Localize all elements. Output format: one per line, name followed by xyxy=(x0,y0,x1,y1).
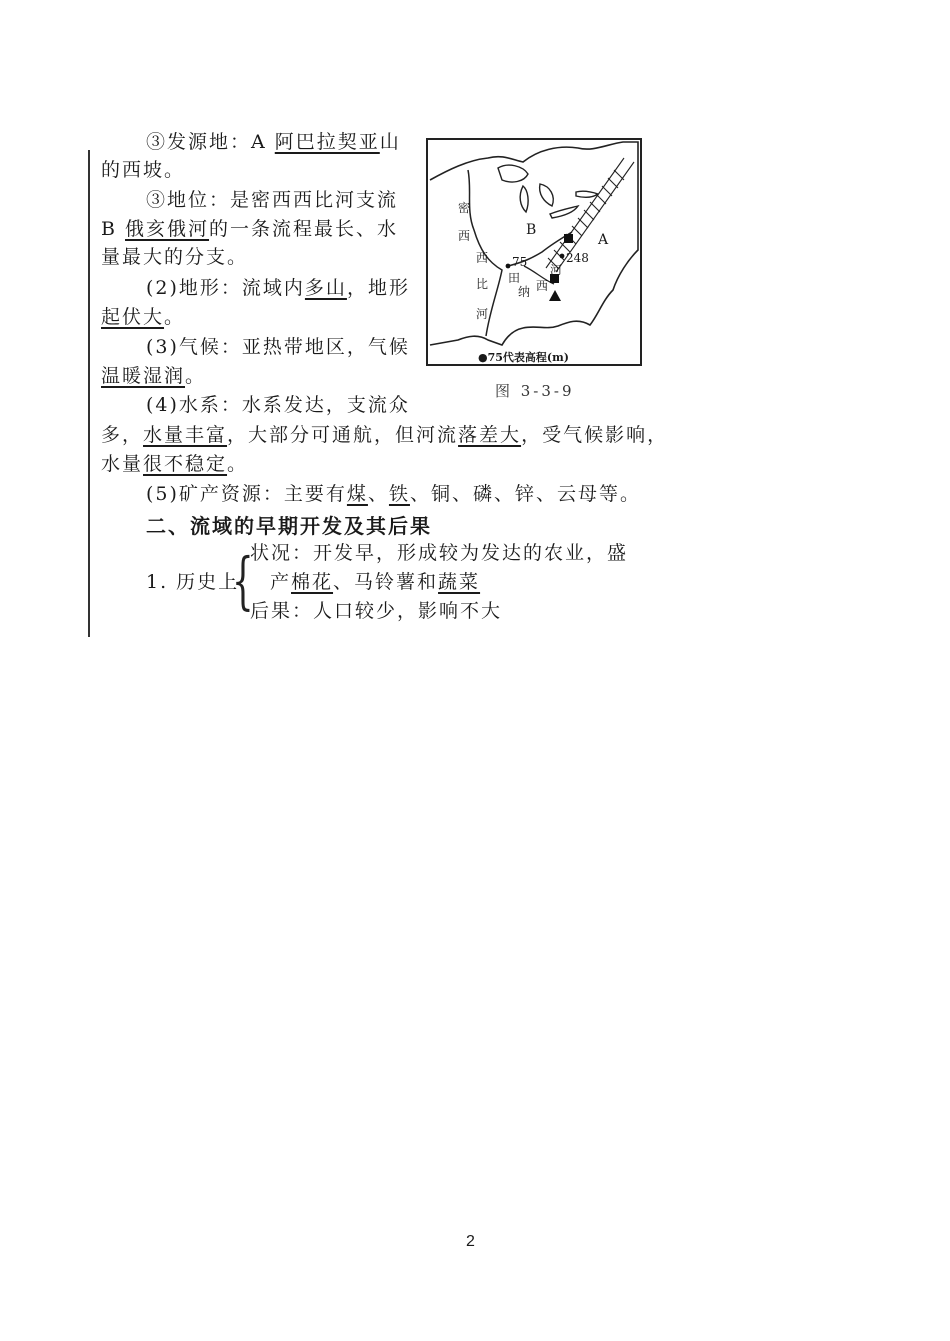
ohio-river-map xyxy=(426,138,642,366)
label-mi-3: 西 xyxy=(476,251,489,265)
label-a: A xyxy=(598,232,609,248)
climate-line-1: (3)气候：亚热带地区，气候 xyxy=(146,336,410,358)
curly-brace: { xyxy=(232,544,254,617)
label-mi-2: 西 xyxy=(458,229,471,243)
source-line-2: 的西坡。 xyxy=(101,159,186,181)
lake-huron xyxy=(540,184,554,206)
mountain-triangle xyxy=(549,290,561,301)
label-he: 河 xyxy=(550,263,563,277)
lake-ontario xyxy=(576,191,598,197)
river-line-2: 多，水量丰富，大部分可通航，但河流落差大，受气候影响， xyxy=(101,424,669,446)
position-line-3: 量最大的分支。 xyxy=(101,246,249,268)
iron-underline: 铁 xyxy=(388,483,410,505)
position-line-2: B 俄亥俄河的一条流程最长、水 xyxy=(101,218,399,240)
climate-line-2: 温暖湿润。 xyxy=(101,365,207,387)
label-mi-1: 密 xyxy=(458,201,471,215)
lake-michigan xyxy=(520,186,528,212)
lake-superior xyxy=(498,165,528,182)
mountainous-underline: 多山 xyxy=(304,277,347,299)
elevation-dot-248 xyxy=(560,254,565,259)
label-b: B xyxy=(526,222,537,238)
undulating-underline: 起伏大 xyxy=(101,306,165,328)
large-drop-underline: 落差大 xyxy=(458,424,522,446)
ohio-river-underline: 俄亥俄河 xyxy=(125,218,210,240)
section-title: 二、流域的早期开发及其后果 xyxy=(146,514,432,538)
label-xi: 西 xyxy=(536,279,549,293)
appalachian-hatching xyxy=(546,158,634,272)
history-status-line-2: 产棉花、马铃薯和蔬菜 xyxy=(270,571,481,593)
map-legend: ●75代表高程(m) xyxy=(478,351,569,364)
warm-humid-underline: 温暖湿润 xyxy=(101,365,186,387)
lake-erie xyxy=(550,206,578,218)
appalachian-underline: 阿巴拉契亚 xyxy=(274,131,380,153)
label-elev-75: 75 xyxy=(512,255,528,269)
minerals-line: (5)矿产资源：主要有煤、铁、铜、磷、锌、云母等。 xyxy=(146,483,641,505)
history-label: 1. 历史上 xyxy=(146,571,240,593)
history-result: 后果：人口较少，影响不大 xyxy=(250,600,503,622)
margin-rule xyxy=(88,150,90,637)
terrain-line-1: (2)地形：流域内多山，地形 xyxy=(146,277,410,299)
position-line-1: ③地位：是密西西比河支流 xyxy=(146,189,399,211)
elevation-dot-75 xyxy=(506,264,511,269)
history-status-line-1: 状况：开发早，形成较为发达的农业，盛 xyxy=(250,542,629,564)
city-square-a xyxy=(564,234,573,243)
figure-caption: 图 3-3-9 xyxy=(495,382,575,400)
label-na: 纳 xyxy=(518,285,531,299)
label-mi-4: 比 xyxy=(476,277,489,291)
cotton-underline: 棉花 xyxy=(291,571,334,593)
terrain-line-2: 起伏大。 xyxy=(101,306,186,328)
map-drawing xyxy=(428,140,640,364)
river-line-1: (4)水系：水系发达，支流众 xyxy=(146,394,410,416)
abundant-water-underline: 水量丰富 xyxy=(143,424,228,446)
unstable-underline: 很不稳定 xyxy=(143,453,228,475)
label-tian: 田 xyxy=(508,271,521,285)
page-number: 2 xyxy=(466,1233,475,1250)
river-line-3: 水量很不稳定。 xyxy=(101,453,249,475)
coal-underline: 煤 xyxy=(346,483,368,505)
label-elev-248: 248 xyxy=(566,251,589,265)
source-line-1: ③发源地：A 阿巴拉契亚山 xyxy=(146,131,401,153)
vegetables-underline: 蔬菜 xyxy=(438,571,481,593)
label-mi-5: 河 xyxy=(476,307,489,321)
